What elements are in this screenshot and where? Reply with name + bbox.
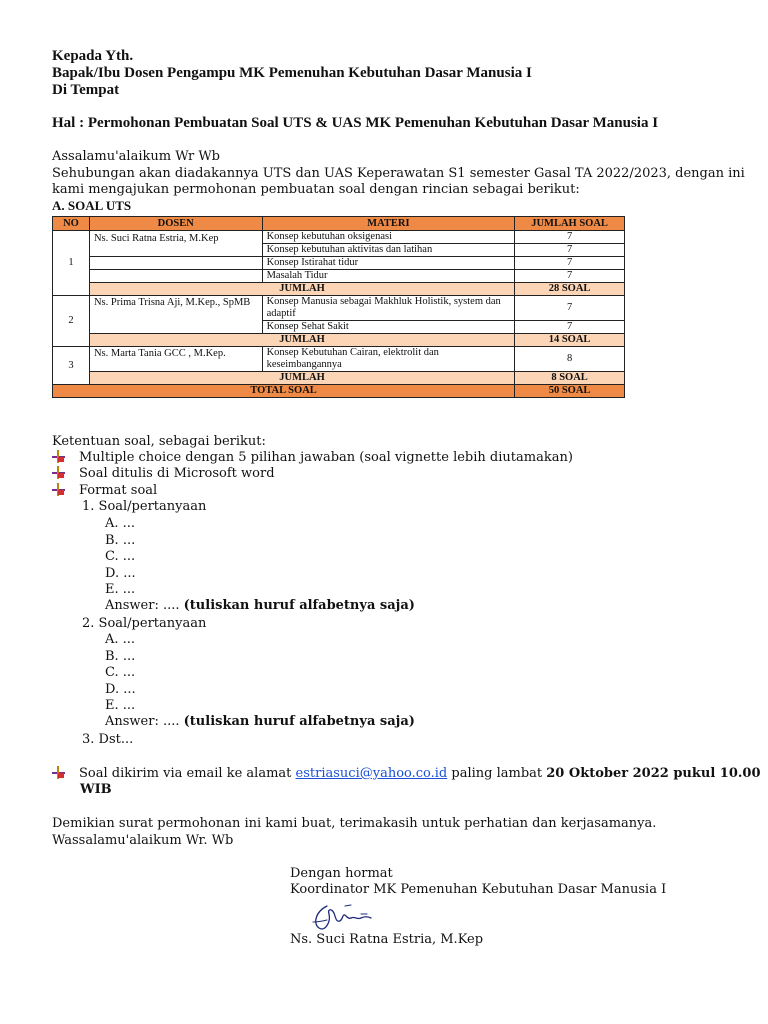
- row-materi: Konsep Kebutuhan Cairan, elektrolit dan keseimbangannya: [262, 347, 515, 372]
- subtotal-label: JUMLAH: [89, 372, 514, 385]
- row-dosen: Ns. Suci Ratna Estria, M.Kep: [89, 231, 262, 257]
- row-materi: Konsep kebutuhan aktivitas dan latihan: [262, 244, 515, 257]
- subtotal-row: [53, 334, 625, 347]
- header-no: NO: [53, 217, 90, 231]
- row-jumlah: 8: [515, 347, 625, 372]
- row-jumlah: 7: [515, 296, 625, 321]
- option-d: D. ...: [105, 682, 136, 697]
- grand-total-row: [53, 385, 625, 398]
- bullet-item: Soal ditulis di Microsoft word: [52, 466, 275, 482]
- header-dosen: DOSEN: [89, 217, 262, 231]
- option-a: A. ...: [105, 632, 136, 647]
- row-dosen: Ns. Prima Trisna Aji, M.Kep., SpMB: [89, 296, 262, 334]
- row-materi: Konsep kebutuhan oksigenasi: [262, 231, 515, 244]
- bullet-item: Format soal: [52, 483, 157, 499]
- row-materi: Konsep Sehat Sakit: [262, 321, 515, 334]
- table-header-row: [53, 217, 625, 231]
- row-jumlah: 7: [515, 321, 625, 334]
- question-1: 1. Soal/pertanyaan: [82, 499, 207, 514]
- subtotal-value: 8 SOAL: [515, 372, 625, 385]
- option-e: E. ...: [105, 698, 136, 713]
- email-instruction: Soal dikirim via email ke alamat estriasuci@yahoo.co.id paling lambat 20 Oktober 2022 pukul 10.00: [52, 766, 761, 782]
- option-c: C. ...: [105, 549, 136, 564]
- subtotal-label: JUMLAH: [89, 334, 514, 347]
- email-link[interactable]: estriasuci@yahoo.co.id: [295, 766, 448, 781]
- row-materi: Konsep Istirahat tidur: [262, 257, 515, 270]
- option-b: B. ...: [105, 649, 136, 664]
- bullet-item: Multiple choice dengan 5 pilihan jawaban (soal vignette lebih diutamakan): [52, 450, 573, 466]
- table-row: [53, 270, 625, 283]
- pushpin-bullet-icon: [52, 766, 65, 779]
- intro-line-1: Sehubungan akan diadakannya UTS dan UAS Keperawatan S1 semester Gasal TA 2022/2023, dengan ini: [52, 166, 745, 181]
- row-no: 1: [53, 231, 90, 296]
- closing-line-1: Demikian surat permohonan ini kami buat, terimakasih untuk perhatian dan kerjasamanya.: [52, 816, 657, 831]
- row-jumlah: 7: [515, 270, 625, 283]
- option-e: E. ...: [105, 582, 136, 597]
- row-materi: Masalah Tidur: [262, 270, 515, 283]
- table-row: [53, 347, 625, 372]
- table-row: [53, 257, 625, 270]
- header-materi: MATERI: [262, 217, 515, 231]
- closing-line-2: Wassalamu'alaikum Wr. Wb: [52, 833, 234, 848]
- subtotal-value: 14 SOAL: [515, 334, 625, 347]
- pushpin-bullet-icon: [52, 466, 65, 479]
- grand-total-value: 50 SOAL: [515, 385, 625, 398]
- pushpin-bullet-icon: [52, 450, 65, 463]
- subtotal-row: [53, 283, 625, 296]
- row-jumlah: 7: [515, 231, 625, 244]
- table-row: [53, 296, 625, 321]
- deadline-continuation: WIB: [80, 782, 112, 797]
- intro-line-2: kami mengajukan permohonan pembuatan soal dengan rincian sebagai berikut:: [52, 182, 580, 197]
- answer-line: Answer: .... (tuliskan huruf alfabetnya saja): [105, 714, 415, 729]
- row-jumlah: 7: [515, 257, 625, 270]
- regards: Dengan hormat: [290, 866, 393, 881]
- row-no: 2: [53, 296, 90, 347]
- question-3: 3. Dst...: [82, 732, 134, 747]
- row-materi: Konsep Manusia sebagai Makhluk Holistik, system dan adaptif: [262, 296, 515, 321]
- row-dosen: Ns. Marta Tania GCC , M.Kep.: [89, 347, 262, 372]
- question-2: 2. Soal/pertanyaan: [82, 616, 207, 631]
- soal-uts-table: [52, 216, 625, 398]
- handwritten-signature: [305, 902, 385, 936]
- subtotal-row: [53, 372, 625, 385]
- option-d: D. ...: [105, 566, 136, 581]
- place-line: Di Tempat: [52, 82, 120, 98]
- header-jumlah: JUMLAH SOAL: [515, 217, 625, 231]
- recipient-line: Bapak/Ibu Dosen Pengampu MK Pemenuhan Kebutuhan Dasar Manusia I: [52, 65, 532, 81]
- grand-total-label: TOTAL SOAL: [53, 385, 515, 398]
- greeting: Assalamu'alaikum Wr Wb: [52, 149, 220, 164]
- subject-line: Hal : Permohonan Pembuatan Soal UTS & UAS MK Pemenuhan Kebutuhan Dasar Manusia I: [52, 115, 659, 131]
- option-a: A. ...: [105, 516, 136, 531]
- signer-role: Koordinator MK Pemenuhan Kebutuhan Dasar Manusia I: [290, 882, 667, 897]
- subtotal-label: JUMLAH: [89, 283, 514, 296]
- subtotal-value: 28 SOAL: [515, 283, 625, 296]
- section-a-title: A. SOAL UTS: [52, 198, 132, 213]
- signer-name: Ns. Suci Ratna Estria, M.Kep: [290, 932, 484, 947]
- option-c: C. ...: [105, 665, 136, 680]
- option-b: B. ...: [105, 533, 136, 548]
- pushpin-bullet-icon: [52, 483, 65, 496]
- to-line: Kepada Yth.: [52, 48, 134, 64]
- row-no: 3: [53, 347, 90, 385]
- table-row: [53, 231, 625, 244]
- answer-line: Answer: .... (tuliskan huruf alfabetnya saja): [105, 598, 415, 613]
- rules-title: Ketentuan soal, sebagai berikut:: [52, 434, 266, 449]
- row-jumlah: 7: [515, 244, 625, 257]
